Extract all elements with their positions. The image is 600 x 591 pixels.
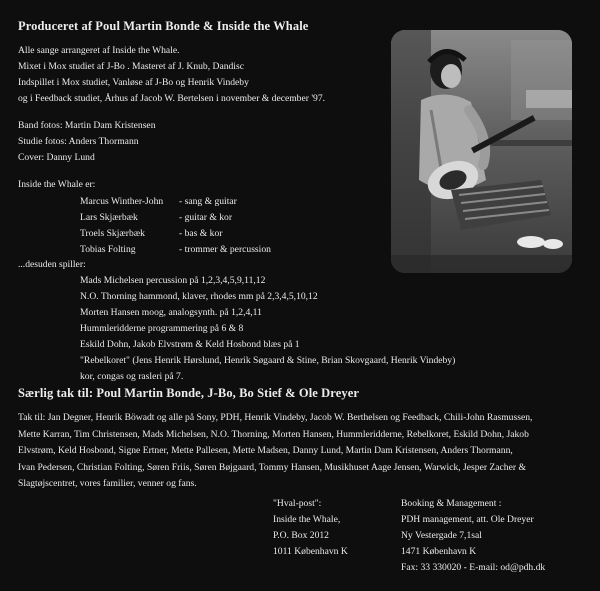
producer-heading: Produceret af Poul Martin Bonde & Inside the Whale xyxy=(18,19,309,33)
production-line: og i Feedback studiet, Århus af Jacob W. Bertelsen i november & december '97. xyxy=(18,93,326,104)
thanks-line: Mette Karran, Tim Christensen, Mads Michelsen, N.O. Thorning, Morten Hansen, Hummleridderne, Rebelkoret, Eskild Dohn, Jakob xyxy=(18,428,529,440)
thanks-line: Tak til: Jan Degner, Henrik Böwadt og alle på Sony, PDH, Henrik Vindeby, Jacob W. Berthelsen og Feedback, Chili-John Rasmussen, xyxy=(18,412,533,423)
member-role: - guitar & kor xyxy=(179,212,233,223)
member-role: - trommer & percussion xyxy=(179,244,271,255)
guest-line: "Rebelkoret" (Jens Henrik Hørslund, Henrik Søgaard & Stine, Brian Skovgaard, Henrik Vindeby) xyxy=(80,355,456,366)
member-role: - sang & guitar xyxy=(179,196,237,207)
member-role: - bas & kor xyxy=(179,228,223,239)
credit-line: Cover: Danny Lund xyxy=(18,152,95,163)
address-line: "Hval-post": xyxy=(273,498,322,509)
special-thanks-heading: Særlig tak til: Poul Martin Bonde, J-Bo, Bo Stief & Ole Dreyer xyxy=(18,386,360,400)
booking-line: 1471 København K xyxy=(401,546,477,557)
studio-photo xyxy=(391,30,572,273)
production-line: Indspillet i Mox studiet, Vanløse af J-Bo og Henrik Vindeby xyxy=(18,77,249,88)
address-line: 1011 København K xyxy=(273,546,348,557)
booking-line: Ny Vestergade 7,1sal xyxy=(401,530,482,541)
thanks-line: Slagtøjscentret, vores familier, venner og fans. xyxy=(18,478,197,489)
guest-line: Hummleridderne programmering på 6 & 8 xyxy=(80,323,244,334)
member-name: Tobias Folting xyxy=(80,244,136,255)
thanks-line: Elvstrøm, Keld Hosbond, Signe Ertner, Mette Pallesen, Mette Madsen, Danny Lund, Martin Dam Kristensen, Anders Thormann, xyxy=(18,445,513,456)
production-line: Mixet i Mox studiet af J-Bo . Masteret af J. Knub, Dandisc xyxy=(18,61,244,72)
guest-line: kor, congas og rasleri på 7. xyxy=(80,371,184,382)
member-name: Marcus Winther-John xyxy=(80,196,164,207)
credit-line: Band fotos: Martin Dam Kristensen xyxy=(18,120,156,131)
credit-line: Studie fotos: Anders Thormann xyxy=(18,136,139,147)
guest-line: N.O. Thorning hammond, klaver, rhodes mm på 2,3,4,5,10,12 xyxy=(80,291,318,302)
address-line: Inside the Whale, xyxy=(273,514,341,525)
booking-line: Fax: 33 330020 - E-mail: od@pdh.dk xyxy=(401,562,546,573)
studio-photo-image xyxy=(391,30,572,273)
thanks-paragraph xyxy=(18,410,586,493)
guests-title: ...desuden spiller: xyxy=(18,259,86,270)
guest-line: Morten Hansen moog, analogsynth. på 1,2,4,11 xyxy=(80,307,262,318)
member-name: Troels Skjærbæk xyxy=(80,228,145,239)
guest-line: Mads Michelsen percussion på 1,2,3,4,5,9,11,12 xyxy=(80,275,266,286)
booking-line: Booking & Management : xyxy=(401,498,502,509)
production-line: Alle sange arrangeret af Inside the Whale. xyxy=(18,45,180,56)
booking-line: PDH management, att. Ole Dreyer xyxy=(401,514,534,525)
guest-line: Eskild Dohn, Jakob Elvstrøm & Keld Hosbond blæs på 1 xyxy=(80,339,300,350)
booking-contact xyxy=(401,496,545,576)
member-name: Lars Skjærbæk xyxy=(80,212,138,223)
address-line: P.O. Box 2012 xyxy=(273,530,329,541)
thanks-line: Ivan Pedersen, Christian Folting, Søren Friis, Søren Bøjgaard, Tommy Hansen, Musikhuset Aage Jensen, Warwick, Jesper Zacher & xyxy=(18,461,526,473)
fan-post-address xyxy=(273,496,348,560)
band-title: Inside the Whale er: xyxy=(18,179,96,190)
